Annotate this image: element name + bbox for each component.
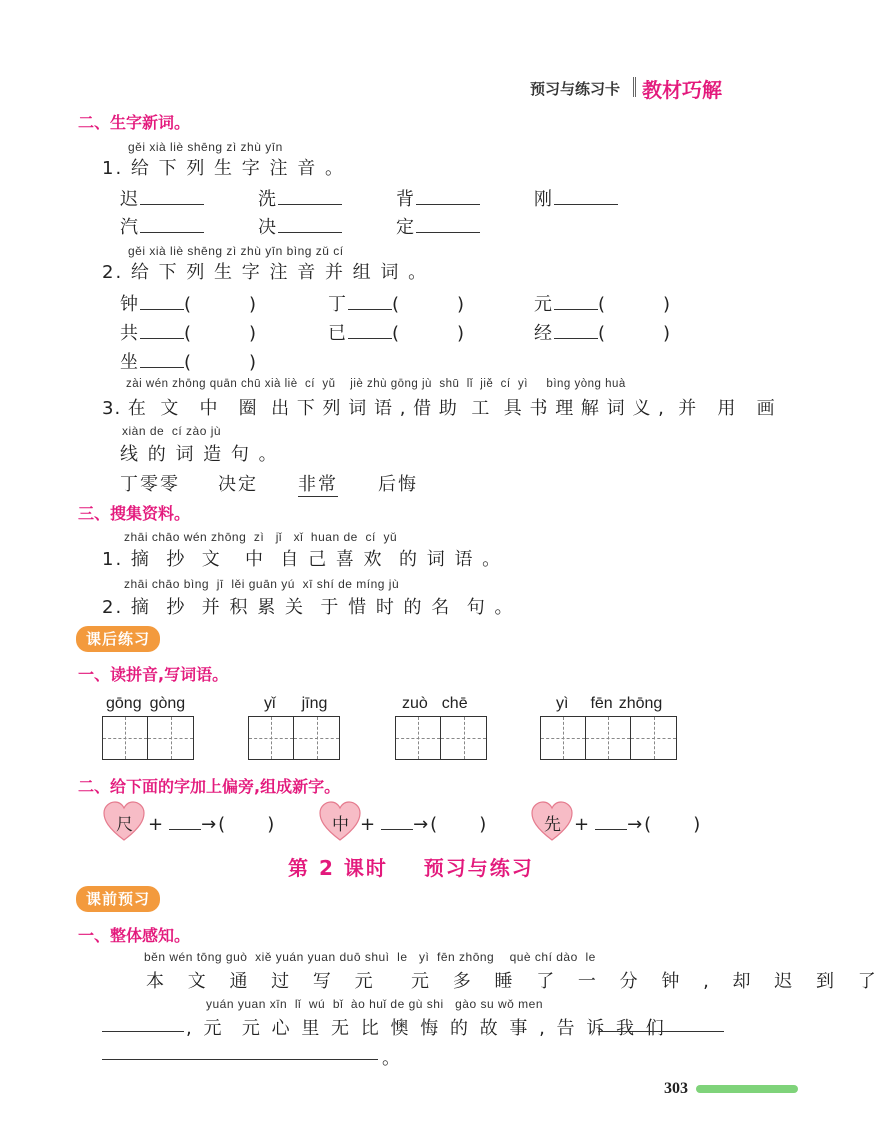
- writing-grid[interactable]: [102, 716, 194, 760]
- char-item: 钟 ( ): [120, 294, 259, 315]
- question-text: 2. 给 下 列 生 字 注 音 并 组 词 。: [102, 262, 429, 283]
- word-item: 丁零零: [120, 474, 180, 495]
- add-radical-blank: + →( ): [360, 814, 489, 835]
- question-text: 3. 在 文 中 圈 出 下 列 词 语 , 借 助 工 具 书 理 解 词 义 , 并 用 画: [102, 398, 776, 419]
- heart-icon: [102, 800, 146, 844]
- answer-blank[interactable]: [102, 1018, 184, 1032]
- question-text: 本 文 通 过 写 元 元 多 睡 了 一 分 钟 , 却 迟 到 了: [146, 971, 885, 992]
- heart-char: 尺: [116, 815, 133, 835]
- heart-icon: [318, 800, 362, 844]
- char-item: 经 ( ): [534, 323, 673, 344]
- question-text: 1. 摘 抄 文 中 自 己 喜 欢 的 词 语 。: [102, 549, 503, 570]
- char-item: 背: [396, 185, 480, 211]
- header-title: 教材巧解: [642, 78, 722, 102]
- page-bar: [696, 1085, 798, 1093]
- pinyin-line: yuán yuan xīn lǐ wú bǐ ào huǐ de gù shi gào su wǒ men: [206, 997, 544, 1011]
- char-item: 元 ( ): [534, 294, 673, 315]
- grid-pinyin: gōng gòng: [106, 695, 186, 712]
- section-title: 一、整体感知。: [78, 926, 191, 945]
- writing-grid[interactable]: [395, 716, 487, 760]
- heart-char: 中: [332, 815, 349, 835]
- question-text: 1. 给 下 列 生 字 注 音 。: [102, 158, 345, 179]
- section-title: 三、搜集资料。: [78, 504, 191, 523]
- page-number: 303: [664, 1080, 688, 1097]
- pinyin-line: zhāi chāo wén zhōng zì jǐ xǐ huan de cí yǔ: [124, 530, 398, 544]
- char-item: 决: [258, 213, 342, 239]
- grid-pinyin: zuò chē: [402, 695, 468, 712]
- section-title: 二、给下面的字加上偏旁,组成新字。: [78, 777, 341, 796]
- grid-pinyin: yì fēn zhōng: [556, 695, 663, 712]
- section-badge: 课后练习: [76, 626, 160, 652]
- pinyin-line: gěi xià liè shēng zì zhù yīn bìng zǔ cí: [128, 244, 344, 258]
- add-radical-blank: + →( ): [574, 814, 703, 835]
- char-item: 定: [396, 213, 480, 239]
- section-badge: 课前预习: [76, 886, 160, 912]
- pinyin-line: zài wén zhōng quān chū xià liè cí yǔ jiè zhù gōng jù shū lǐ jiě cí yì bìng yòng huà: [126, 378, 626, 390]
- sentence-end: 。: [382, 1048, 402, 1069]
- char-item: 迟: [120, 185, 204, 211]
- answer-blank[interactable]: [598, 1018, 724, 1032]
- pinyin-line: běn wén tōng guò xiě yuán yuan duō shuì le yì fēn zhōng què chí dào le: [144, 950, 596, 964]
- char-item: 坐 ( ): [120, 352, 259, 373]
- pinyin-line: gěi xià liè shēng zì zhù yīn: [128, 140, 283, 154]
- char-item: 丁 ( ): [328, 294, 467, 315]
- char-item: 刚: [534, 185, 618, 211]
- lesson-title: 第 2 课时 预习与练习: [288, 856, 534, 880]
- header-divider: [633, 77, 636, 97]
- char-item: 共 ( ): [120, 323, 259, 344]
- heart-char: 先: [544, 815, 561, 835]
- question-text: 线 的 词 造 句 。: [120, 444, 279, 465]
- char-item: 洗: [258, 185, 342, 211]
- pinyin-line: xiàn de cí zào jù: [122, 424, 222, 438]
- char-item: 已 ( ): [328, 323, 467, 344]
- question-text: , 元 元 心 里 无 比 懊 悔 的 故 事 , 告 诉 我 们: [186, 1018, 667, 1039]
- section-title: 二、生字新词。: [78, 113, 191, 132]
- grid-pinyin: yǐ jīng: [264, 695, 328, 712]
- word-item: 决定: [218, 474, 258, 495]
- writing-grid[interactable]: [540, 716, 677, 760]
- word-item: 非常: [298, 470, 338, 497]
- pinyin-line: zhāi chāo bìng jī lěi guān yú xī shí de míng jù: [124, 577, 400, 591]
- word-item: 后悔: [378, 474, 418, 495]
- question-text: 2. 摘 抄 并 积 累 关 于 惜 时 的 名 句 。: [102, 597, 515, 618]
- section-title: 一、读拼音,写词语。: [78, 665, 229, 684]
- writing-grid[interactable]: [248, 716, 340, 760]
- heart-icon: [530, 800, 574, 844]
- header-subtitle: 预习与练习卡: [530, 80, 621, 98]
- add-radical-blank: + →( ): [148, 814, 277, 835]
- char-item: 汽: [120, 213, 204, 239]
- answer-blank[interactable]: [102, 1048, 378, 1060]
